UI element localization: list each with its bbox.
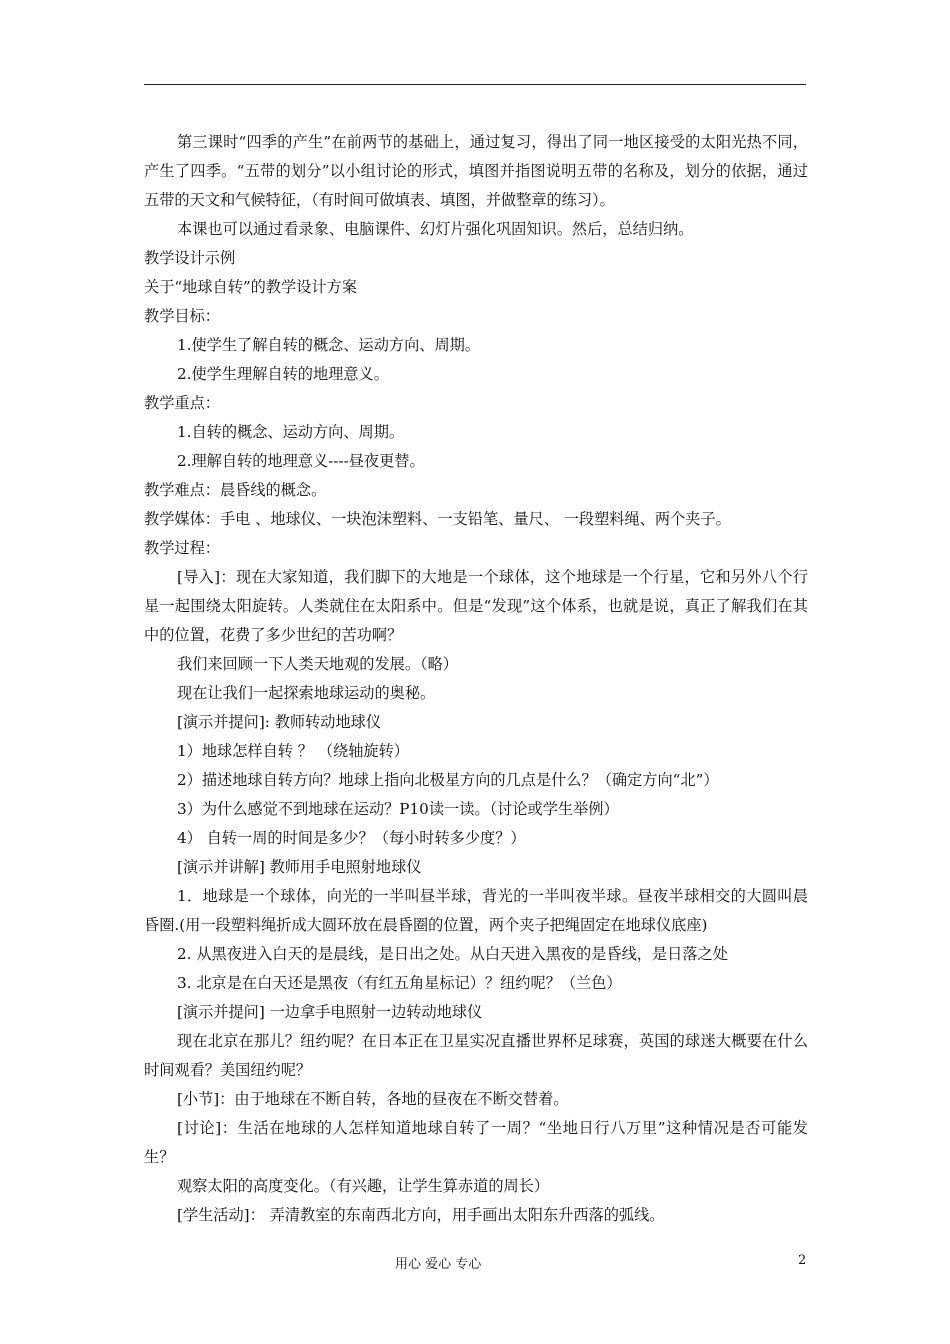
- paragraph: 教学设计示例: [144, 249, 236, 267]
- paragraph: 教学难点：晨昏线的概念。: [144, 481, 327, 499]
- paragraph: [演示并提问] 一边拿手电照射一边转动地球仪: [177, 1003, 483, 1021]
- paragraph: 1．地球是一个球体，向光的一半叫昼半球，背光的一半叫夜半球。昼夜半球相交的大圆叫晨昏圈.(用一段塑料绳折成大圆环放在晨昏圈的位置，两个夹子把绳固定在地球仪底座): [144, 887, 808, 934]
- paragraph: 现在北京在那儿？纽约呢？在日本正在卫星实况直播世界杯足球赛，英国的球迷大概要在什么时间观看？美国纽约呢？: [144, 1032, 808, 1079]
- paragraph: [演示并提问]: 教师转动地球仪: [177, 713, 382, 731]
- paragraph: 教学目标：: [144, 307, 220, 325]
- paragraph: 1）地球怎样自转 ？ （绕轴旋转）: [177, 742, 409, 760]
- paragraph: 3）为什么感觉不到地球在运动？P10读一读。（讨论或学生举例）: [177, 800, 619, 818]
- paragraph: 关于“地球自转”的教学设计方案: [144, 278, 357, 296]
- paragraph: 我们来回顾一下人类天地观的发展。（略）: [177, 655, 458, 673]
- document-body: [144, 128, 808, 1230]
- paragraph: [演示并讲解] 教师用手电照射地球仪: [177, 858, 422, 876]
- paragraph: [讨论]：生活在地球的人怎样知道地球自转了一周？“坐地日行八万里”这种情况是否可能发生？: [144, 1119, 808, 1166]
- paragraph: 现在让我们一起探索地球运动的奥秘。: [177, 684, 436, 702]
- paragraph: 教学媒体：手电 、地球仪、一块泡沫塑料、一支铅笔、量尺、 一段塑料绳、两个夹子。: [144, 510, 731, 528]
- paragraph: 1.使学生了解自转的概念、运动方向、周期。: [177, 336, 481, 354]
- paragraph: [学生活动]： 弄清教室的东南西北方向，用手画出太阳东升西落的弧线。: [177, 1206, 665, 1224]
- paragraph: 4） 自转一周的时间是多少？（每小时转多少度？）: [177, 829, 526, 847]
- paragraph: 教学过程：: [144, 539, 220, 557]
- paragraph: 2.理解自转的地理意义----昼夜更替。: [177, 452, 425, 470]
- paragraph: [导入]：现在大家知道，我们脚下的大地是一个球体，这个地球是一个行星，它和另外八个行星一起围绕太阳旋转。人类就住在太阳系中。但是“发现”这个体系，也就是说，真正了解我们在其中的位置，花费了多少世纪的苦功啊？: [144, 568, 808, 644]
- paragraph: 教学重点：: [144, 394, 220, 412]
- paragraph: 第三课时“四季的产生”在前两节的基础上，通过复习，得出了同一地区接受的太阳光热不同，产生了四季。“五带的划分”以小组讨论的形式，填图并指图说明五带的名称及，划分的依据，通过五带的天文和气候特征，（有时间可做填表、填图，并做整章的练习）。: [144, 133, 808, 209]
- page-number: 2: [798, 1253, 807, 1268]
- paragraph: 3. 北京是在白天还是黑夜（有红五角星标记）？纽约呢？（兰色）: [177, 974, 622, 992]
- paragraph: 1.自转的概念、运动方向、周期。: [177, 423, 405, 441]
- paragraph: 2.使学生理解自转的地理意义。: [177, 365, 389, 383]
- footer-text: 用心 爱心 专心: [395, 1257, 482, 1272]
- header-rule: [144, 84, 806, 85]
- paragraph: 本课也可以通过看录象、电脑课件、幻灯片强化巩固知识。然后，总结归纳。: [177, 220, 694, 238]
- paragraph: 观察太阳的高度变化。（有兴趣，让学生算赤道的周长）: [177, 1177, 550, 1195]
- paragraph: [小节]：由于地球在不断自转，各地的昼夜在不断交替着。: [177, 1090, 569, 1108]
- paragraph: 2. 从黑夜进入白天的是晨线，是日出之处。从白天进入黑夜的是昏线，是日落之处: [177, 945, 728, 963]
- paragraph: 2）描述地球自转方向？地球上指向北极星方向的几点是什么？（确定方向“北”）: [177, 771, 719, 789]
